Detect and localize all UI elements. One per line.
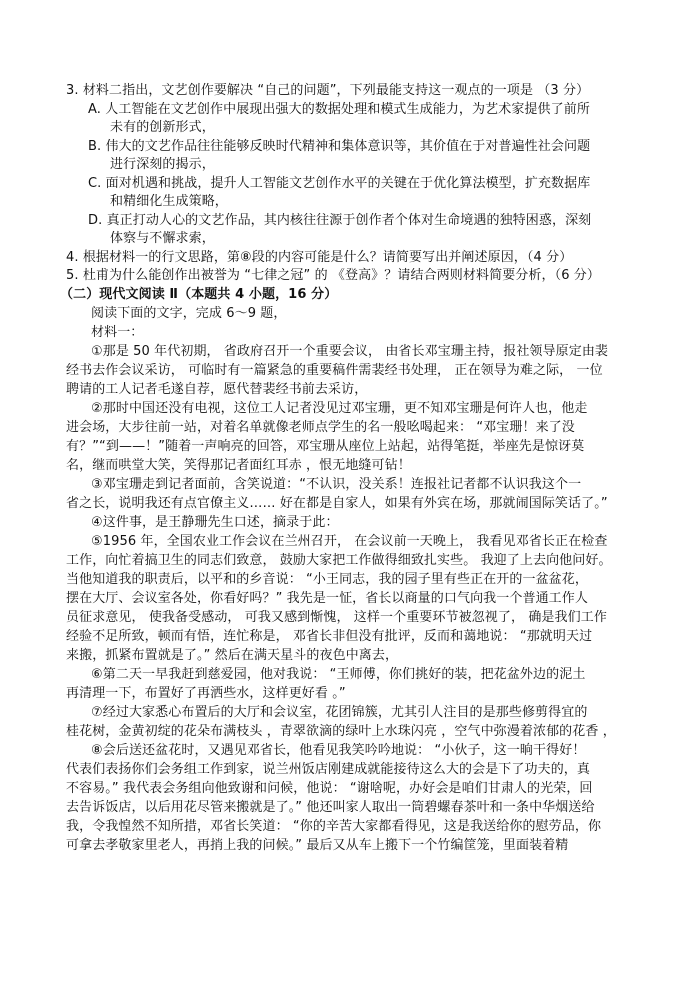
paragraph-line: ①那是 50 年代初期， 省政府召开一个重要会议， 由省长邓宝珊主持，报社领导原定由裴 — [91, 344, 609, 359]
section-title: （二）现代文阅读 Ⅱ（本题共 4 小题，16 分） — [60, 287, 338, 302]
paragraph-line: 桂花树，金黄初绽的花朵布满枝头 ，青翠欲滴的绿叶上水珠闪亮 ，空气中弥漫着浓郁的花香 ， — [66, 724, 616, 739]
option-d-line-1: D. 真正打动人心的文艺作品，其内核往往源于创作者个体对生命境遇的独特困惑，深刻 — [88, 213, 592, 228]
paragraph-line: ⑧会后送还盆花时，又遇见邓省长，他看见我笑吟吟地说： “小伙子，这一晌干得好！ — [91, 743, 586, 758]
paragraph-line: 代表们表扬你们会务组工作到家，说兰州饭店刚建成就能接待这么大的会是下了功夫的，真 — [66, 762, 591, 777]
question-4: 4. 根据材料一的行文思路，第⑧段的内容可能是什么？请简要写出并阐述原因，（4 分） — [66, 250, 573, 265]
question-5: 5. 杜甫为什么能创作出被誉为 “七律之冠” 的 《登高》？请结合两则材料简要分析，（6 分） — [66, 268, 601, 283]
question-3-stem: 3. 材料二指出，文艺创作要解决 “自己的问题”，下列最能支持这一观点的一项是 （3 分） — [66, 83, 590, 98]
material-label: 材料一： — [91, 325, 144, 340]
paragraph-line: 当他知道我的职责后，以平和的乡音说： “小王同志，我的园子里有些正在开的一盆盆花， — [66, 572, 588, 587]
paragraph-line: ②那时中国还没有电视，这位工人记者没见过邓宝珊，更不知邓宝珊是何许人也，他走 — [91, 401, 588, 416]
option-a-line-1: A. 人工智能在文艺创作中展现出强大的数据处理和模式生成能力，为艺术家提供了前所 — [88, 102, 590, 117]
paragraph-line: 有？”“到——！”随着一声响亮的回答，邓宝珊从座位上站起，站得笔挺，举座先是惊讶莫 — [66, 439, 585, 454]
option-b-line-2: 进行深刻的揭示， — [110, 157, 215, 172]
option-d-line-2: 体察与不懈求索， — [110, 231, 215, 246]
paragraph-line: 进会场，大步往前一站，对着名单就像老师点学生的名一般吆喝起来： “邓宝珊！来了没 — [66, 420, 575, 435]
paragraph-line: 摆在大厅、会议室各处，你看好吗？” 我先是一怔，省长以商量的口气向我一个普通工作人 — [66, 591, 588, 606]
paragraph-line: 经书去作会议采访， 可临时有一篇紧急的重要稿件需裴经书处理， 正在领导为难之际， 一位 — [66, 363, 603, 378]
option-c-line-2: 和精细化生成策略， — [110, 194, 228, 209]
paragraph-line: 我，令我惶然不知所措，邓省长笑道： “你的辛苦大家都看得见，这是我送给你的慰劳品，你 — [66, 819, 602, 834]
paragraph-line: 来搬，抓紧布置就是了。” 然后在满天星斗的夜色中离去， — [66, 648, 399, 663]
paragraph-line: ④这件事，是王静珊先生口述，摘录于此： — [91, 515, 339, 530]
paragraph-line: ③邓宝珊走到记者面前，含笑说道：“不认识，没关系！连报社记者都不认识我这个一 — [91, 477, 582, 492]
paragraph-line: 去告诉饭店，以后用花尽管来搬就是了。” 他还叫家人取出一筒碧螺春茶叶和一条中华烟送给 — [66, 800, 595, 815]
paragraph-line: 不容易。” 我代表会务组向他致谢和问候，他说： “谢啥呢，办好会是咱们甘肃人的光荣，回 — [66, 781, 593, 796]
paragraph-line: ⑦经过大家悉心布置后的大厅和会议室，花团锦簇，尤其引人注目的是那些修剪得宜的 — [91, 705, 588, 720]
paragraph-line: ⑤1956 年，全国农业工作会议在兰州召开， 在会议前一天晚上， 我看见邓省长正在检查 — [91, 534, 608, 549]
paragraph-line: 省之长，说明我还有点官僚主义…… 好在都是自家人，如果有外宾在场，那就闹国际笑话了。” — [66, 496, 608, 511]
paragraph-line: 可拿去孝敬家里老人，再捎上我的问候。” 最后又从车上搬下一个竹编筐笼，里面装着精 — [66, 838, 569, 853]
option-a-line-2: 未有的创新形式， — [110, 120, 215, 135]
paragraph-line: 经验不足所致，顿而有悟，连忙称是， 邓省长非但没有批评，反而和蔼地说： “那就明天过 — [66, 629, 593, 644]
reading-instruction: 阅读下面的文字，完成 6～9 题， — [91, 306, 287, 321]
paragraph-line: ⑥第二天一早我赶到慈爱园，他对我说： “王师傅，你们挑好的装，把花盆外边的泥土 — [91, 667, 586, 682]
paragraph-line: 员征求意见， 使我备受感动， 可我又感到惭愧， 这样一个重要环节被忽视了， 确是我们工作 — [66, 610, 607, 625]
option-b-line-1: B. 伟大的文艺作品往往能够反映时代精神和集体意识等，其价值在于对普遍性社会问题 — [88, 139, 591, 154]
paragraph-line: 工作，向忙着搞卫生的同志们致意， 鼓励大家把工作做得细致扎实些。 我迎了上去向他问好。 — [66, 553, 612, 568]
paragraph-line: 再清理一下，布置好了再洒些水，这样更好看 。” — [66, 686, 346, 701]
paragraph-line: 聘请的工人记者毛遂自荐，愿代替裴经书前去采访， — [66, 382, 368, 397]
option-c-line-1: C. 面对机遇和挑战，提升人工智能文艺创作水平的关键在于优化算法模型，扩充数据库 — [88, 176, 591, 191]
paragraph-line: 名，继而哄堂大笑，笑得那记者面红耳赤 ，恨无地缝可钻！ — [66, 458, 411, 473]
